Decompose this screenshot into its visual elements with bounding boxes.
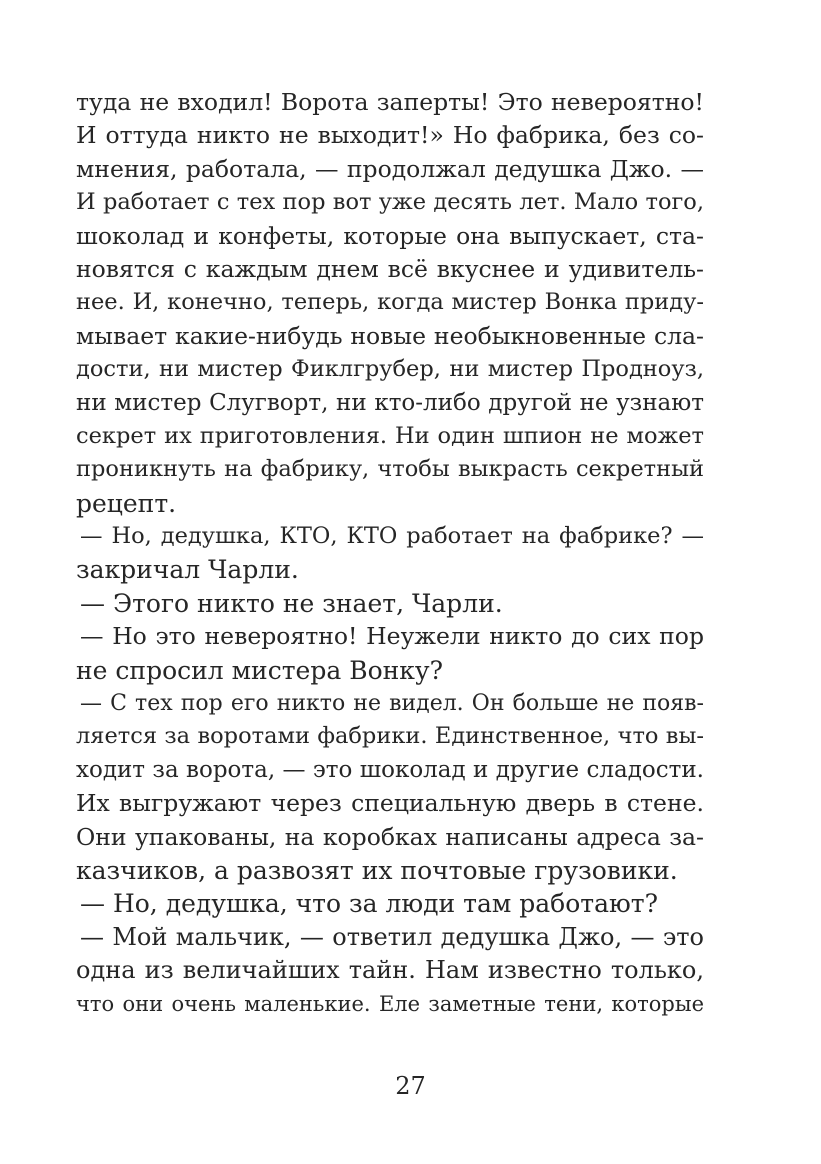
- text-line: — Мой мальчик, — ответил дедушка Джо, — это: [80, 922, 704, 951]
- text-line: мывает какие-нибудь новые необыкновенные сла-: [76, 321, 704, 350]
- text-line: Их выгружают через специальную дверь в стене.: [76, 789, 704, 818]
- text-line: шоколад и конфеты, которые она выпускает, ста-: [76, 221, 704, 250]
- text-line: — Но, дедушка, КТО, КТО работает на фабрике? —: [80, 523, 704, 550]
- text-line: Они упакованы, на коробках написаны адреса за-: [76, 822, 704, 851]
- text-line: секрет их приготовления. Ни один шпион не может: [76, 422, 704, 449]
- text-line: мнения, работала, — продолжал дедушка Джо. —: [76, 154, 704, 183]
- text-line: И работает с тех пор вот уже десять лет. Мало того,: [76, 189, 704, 216]
- body-text: [76, 86, 704, 1021]
- text-line: одна из величайших тайн. Нам известно только,: [76, 956, 704, 985]
- text-line: ляется за воротами фабрики. Единственное, что вы-: [76, 723, 704, 750]
- text-line: не спросил мистера Вонку?: [76, 655, 444, 685]
- text-line: дости, ни мистер Фиклгрубер, ни мистер Продноуз,: [76, 356, 704, 383]
- text-line: ходит за ворота, — это шоколад и другие сладости.: [76, 756, 704, 783]
- text-line: ни мистер Слугворт, ни кто-либо другой не узнают: [76, 389, 704, 416]
- text-line: И оттуда никто не выходит!» Но фабрика, без со-: [76, 121, 704, 150]
- text-line: закричал Чарли.: [76, 555, 299, 585]
- text-line: проникнуть на фабрику, чтобы выкрасть секретный: [76, 456, 704, 483]
- page-number: 27: [395, 1072, 426, 1100]
- text-line: нее. И, конечно, теперь, когда мистер Вонка приду-: [76, 289, 704, 316]
- text-line: казчиков, а развозят их почтовые грузовики.: [76, 855, 678, 885]
- text-line: — Но, дедушка, что за люди там работают?: [80, 889, 659, 919]
- text-line: — Этого никто не знает, Чарли.: [80, 588, 503, 618]
- text-line: — Но это невероятно! Неужели никто до сих пор: [80, 622, 704, 651]
- text-line: что они очень маленькие. Еле заметные тени, которые: [76, 991, 704, 1016]
- text-line: — С тех пор его никто не видел. Он больше не появ-: [80, 691, 704, 717]
- text-line: рецепт.: [76, 488, 177, 518]
- text-line: новятся с каждым днем всё вкуснее и удивитель-: [76, 254, 704, 283]
- text-line: туда не входил! Ворота заперты! Это невероятно!: [76, 88, 704, 116]
